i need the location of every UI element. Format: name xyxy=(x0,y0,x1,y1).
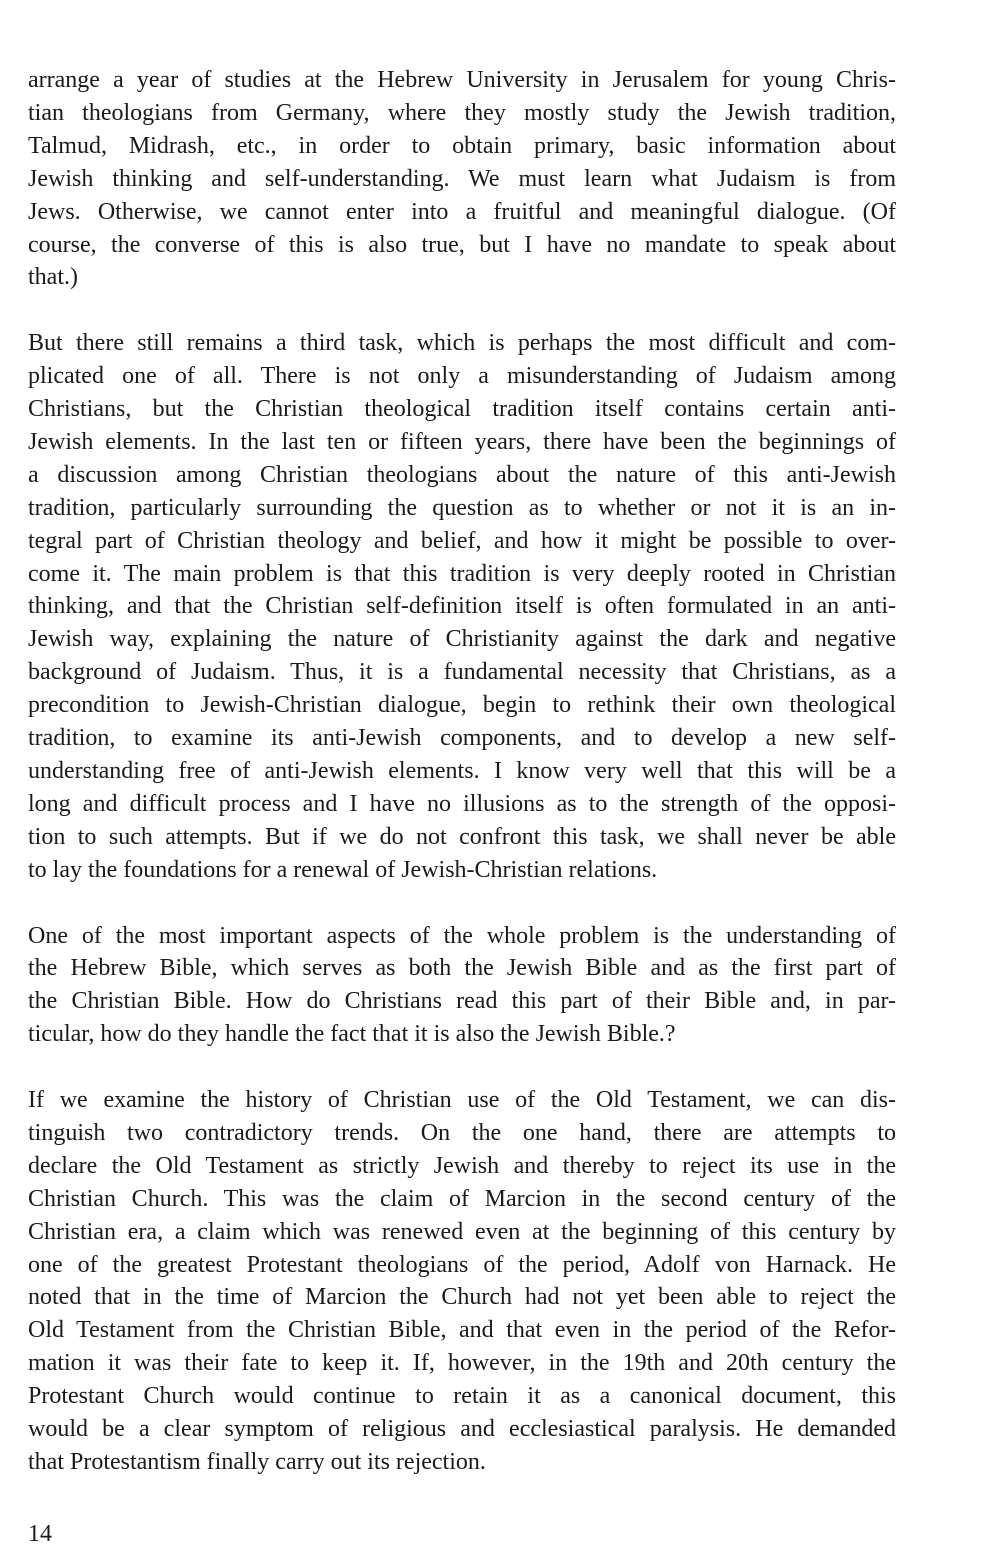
text-line: a discussion among Christian theologians about the nature of this anti-Jewish xyxy=(28,461,896,488)
text-line: Talmud, Midrash, etc., in order to obtain primary, basic information about xyxy=(28,132,896,159)
text-line: understanding free of anti-Jewish elements. I know very well that this will be a xyxy=(28,758,896,785)
paragraph-2 xyxy=(28,327,896,886)
text-line: tegral part of Christian theology and belief, and how it might be possible to over- xyxy=(28,527,896,554)
text-line: the Christian Bible. How do Christians read this part of their Bible and, in par- xyxy=(28,988,896,1015)
text-line: Jews. Otherwise, we cannot enter into a fruitful and meaningful dialogue. (Of xyxy=(28,198,896,225)
page-number: 14 xyxy=(28,1521,52,1547)
text-line: thinking, and that the Christian self-definition itself is often formulated in an anti- xyxy=(28,593,896,620)
text-line: If we examine the history of Christian use of the Old Testament, we can dis- xyxy=(28,1087,896,1114)
text-line: tion to such attempts. But if we do not confront this task, we shall never be able xyxy=(28,823,896,850)
text-line: that Protestantism finally carry out its rejection. xyxy=(28,1449,486,1476)
paragraph-1 xyxy=(28,64,896,294)
paragraph-4 xyxy=(28,1084,896,1479)
page-body xyxy=(28,64,896,1512)
text-line: that.) xyxy=(28,264,78,291)
text-line: to lay the foundations for a renewal of Jewish-Christian relations. xyxy=(28,856,658,883)
text-line: mation it was their fate to keep it. If, however, in the 19th and 20th century the xyxy=(28,1350,896,1377)
text-line: Protestant Church would continue to retain it as a canonical document, this xyxy=(28,1383,896,1410)
text-line: But there still remains a third task, which is perhaps the most difficult and com- xyxy=(28,330,896,357)
text-line: tian theologians from Germany, where they mostly study the Jewish tradition, xyxy=(28,99,896,126)
text-line: Christian Church. This was the claim of Marcion in the second century of the xyxy=(28,1185,896,1212)
text-line: long and difficult process and I have no illusions as to the strength of the opposi- xyxy=(28,790,896,817)
text-line: Christians, but the Christian theological tradition itself contains certain anti- xyxy=(28,396,896,423)
text-line: Old Testament from the Christian Bible, and that even in the period of the Refor- xyxy=(28,1317,896,1344)
text-line: the Hebrew Bible, which serves as both the Jewish Bible and as the first part of xyxy=(28,955,896,982)
text-line: would be a clear symptom of religious and ecclesiastical paralysis. He demanded xyxy=(28,1416,896,1443)
text-line: Jewish thinking and self-understanding. We must learn what Judaism is from xyxy=(28,165,896,192)
text-line: Christian era, a claim which was renewed even at the beginning of this century by xyxy=(28,1218,896,1245)
text-line: ticular, how do they handle the fact that it is also the Jewish Bible.? xyxy=(28,1021,676,1048)
text-line: arrange a year of studies at the Hebrew University in Jerusalem for young Chris- xyxy=(28,67,896,93)
text-line: noted that in the time of Marcion the Church had not yet been able to reject the xyxy=(28,1284,896,1311)
text-line: Jewish way, explaining the nature of Christianity against the dark and negative xyxy=(28,626,896,653)
text-line: One of the most important aspects of the whole problem is the understanding of xyxy=(28,922,896,949)
text-line: precondition to Jewish-Christian dialogue, begin to rethink their own theological xyxy=(28,692,896,719)
text-line: declare the Old Testament as strictly Jewish and thereby to reject its use in the xyxy=(28,1152,896,1179)
paragraph-3 xyxy=(28,920,896,1052)
text-line: plicated one of all. There is not only a misunderstanding of Judaism among xyxy=(28,363,896,390)
text-line: tinguish two contradictory trends. On the one hand, there are attempts to xyxy=(28,1119,896,1146)
text-line: come it. The main problem is that this tradition is very deeply rooted in Christian xyxy=(28,560,896,587)
text-line: Jewish elements. In the last ten or fifteen years, there have been the beginnings of xyxy=(28,428,896,455)
text-line: background of Judaism. Thus, it is a fundamental necessity that Christians, as a xyxy=(28,659,896,686)
text-line: tradition, particularly surrounding the question as to whether or not it is an in- xyxy=(28,494,896,521)
text-line: course, the converse of this is also true, but I have no mandate to speak about xyxy=(28,231,896,258)
text-line: one of the greatest Protestant theologians of the period, Adolf von Harnack. He xyxy=(28,1251,896,1278)
text-line: tradition, to examine its anti-Jewish components, and to develop a new self- xyxy=(28,725,896,752)
